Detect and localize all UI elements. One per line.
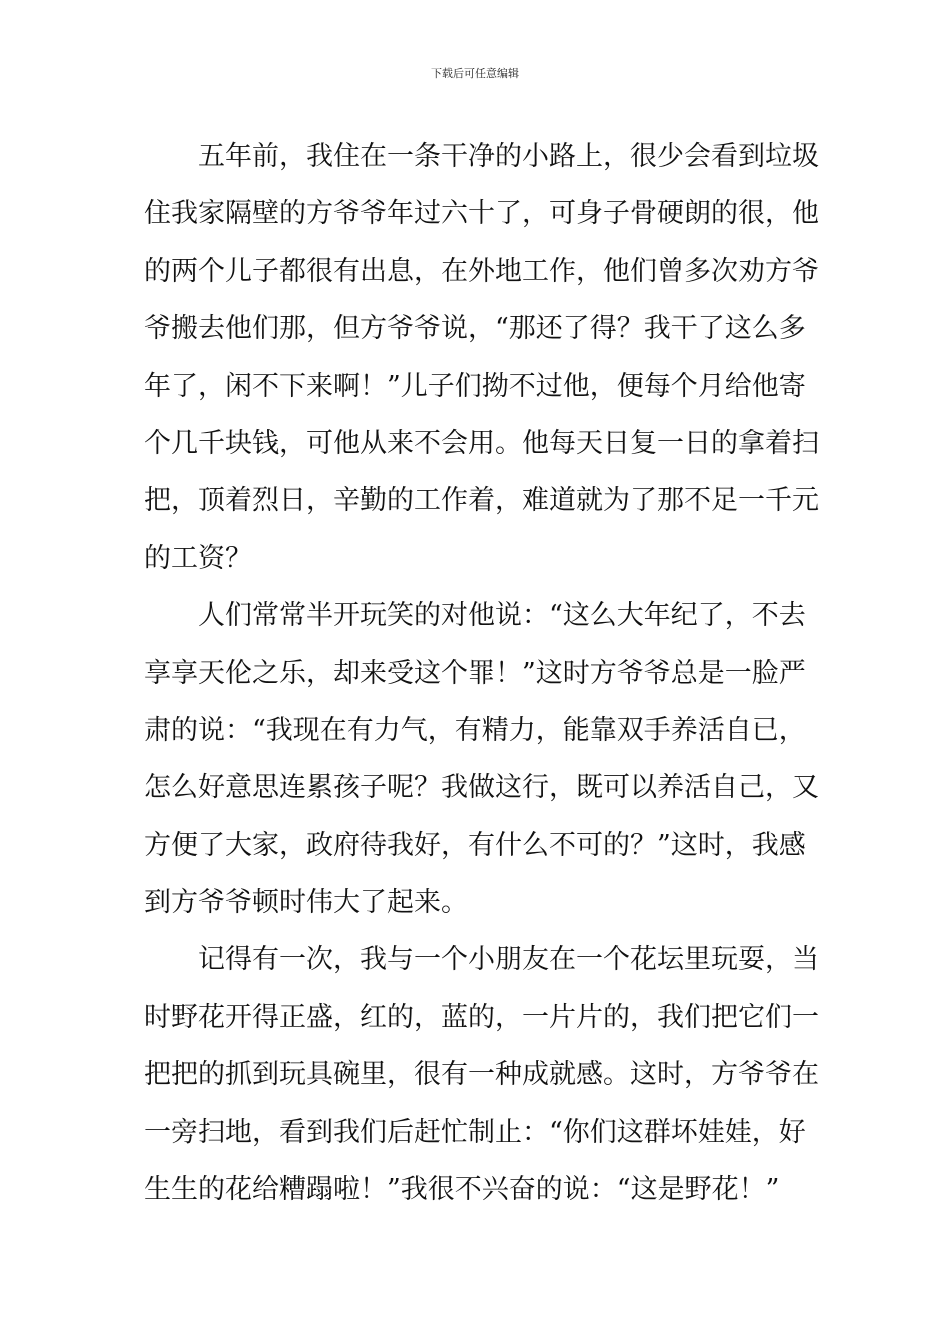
text-line: 方便了大家，政府待我好，有什么不可的？”这时，我感 [144,829,806,861]
paragraph-3 [144,931,819,1218]
text-line: 一旁扫地，看到我们后赶忙制止：“你们这群坏娃娃，好 [144,1116,806,1148]
paragraph-2 [144,587,819,931]
text-line: 的两个儿子都很有出息，在外地工作，他们曾多次劝方爷 [144,255,819,287]
text-line: 把，顶着烈日，辛勤的工作着，难道就为了那不足一千元 [144,485,819,517]
text-line: 把把的抓到玩具碗里，很有一种成就感。这时，方爷爷在 [144,1059,819,1091]
text-line: 个几千块钱，可他从来不会用。他每天日复一日的拿着扫 [144,427,819,459]
text-line: 到方爷爷顿时伟大了起来。 [144,887,468,919]
text-line: 人们常常半开玩笑的对他说：“这么大年纪了，不去 [198,600,806,632]
document-body [144,128,819,1218]
text-line: 年了，闲不下来啊！”儿子们拗不过他，便每个月给他寄 [144,370,806,402]
text-line: 生生的花给糟蹋啦！”我很不兴奋的说：“这是野花！” [144,1174,780,1206]
page-header: 下载后可任意编辑 [431,67,519,80]
text-line: 记得有一次，我与一个小朋友在一个花坛里玩耍，当 [198,944,819,976]
text-line: 爷搬去他们那，但方爷爷说，“那还了得？我干了这么多 [144,313,806,345]
text-line: 五年前，我住在一条干净的小路上，很少会看到垃圾 [198,141,819,172]
text-line: 的工资？ [144,542,252,574]
text-line: 享享天伦之乐，却来受这个罪！”这时方爷爷总是一脸严 [144,657,806,689]
text-line: 肃的说：“我现在有力气，有精力，能靠双手养活自已， [144,714,806,746]
text-line: 怎么好意思连累孩子呢？我做这行，既可以养活自己，又 [144,772,819,804]
text-line: 时野花开得正盛，红的，蓝的，一片片的，我们把它们一 [144,1001,819,1033]
text-line: 住我家隔壁的方爷爷年过六十了，可身子骨硬朗的很，他 [144,198,819,230]
paragraph-1 [144,128,819,587]
